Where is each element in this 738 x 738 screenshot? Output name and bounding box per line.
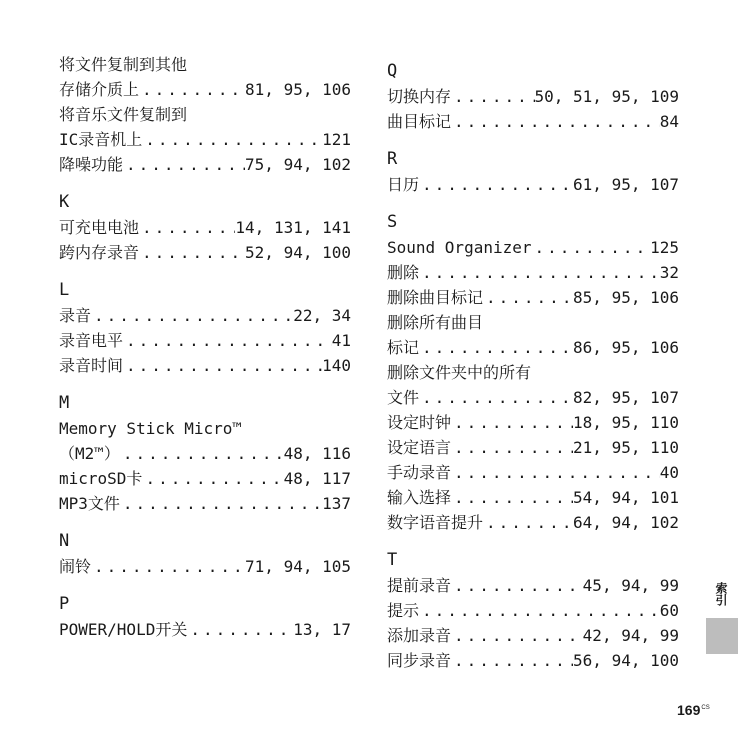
page-references: 48, 117: [283, 469, 351, 488]
index-entry-line: [387, 410, 679, 435]
page-references: 121: [322, 130, 351, 149]
index-entry: [59, 617, 351, 642]
index-entry-line: [387, 435, 679, 460]
index-term: 标记: [387, 338, 420, 357]
leader-dots: [451, 485, 573, 510]
index-entry-line: [59, 491, 351, 516]
index-section: [59, 530, 351, 579]
index-term: Sound Organizer: [387, 238, 532, 257]
index-entry-line: [387, 485, 679, 510]
index-term: 文件: [387, 388, 420, 407]
section-letter: Q: [387, 61, 398, 81]
index-term: POWER/HOLD开关: [59, 620, 188, 639]
index-entry-line: [387, 84, 679, 109]
page-number-suffix: CS: [701, 705, 710, 711]
leader-dots: [451, 573, 583, 598]
index-entry-line: [59, 328, 351, 353]
index-section: [387, 60, 679, 134]
page-references: 50, 51, 95, 109: [534, 87, 679, 106]
index-section: [59, 52, 351, 177]
index-section: [387, 211, 679, 535]
index-term: 可充电电池: [59, 218, 140, 237]
page-number: [677, 702, 710, 718]
index-entry: [387, 84, 679, 109]
index-term: 录音: [59, 306, 92, 325]
index-entry: [59, 215, 351, 240]
leader-dots: [419, 335, 573, 360]
index-section: [59, 593, 351, 642]
index-entry-line: [59, 152, 351, 177]
index-entry: [59, 353, 351, 378]
index-entry-line: [387, 623, 679, 648]
page-references: 71, 94, 105: [245, 557, 351, 576]
index-entry: [387, 285, 679, 310]
leader-dots: [91, 303, 293, 328]
leader-dots: [451, 410, 573, 435]
index-entry: [387, 260, 679, 285]
index-term: 存储介质上: [59, 80, 140, 99]
page-references: 81, 95, 106: [245, 80, 351, 99]
index-entry: [59, 554, 351, 579]
page-references: 84: [659, 112, 679, 131]
index-entry-line: [59, 441, 351, 466]
page-references: 60: [659, 601, 679, 620]
index-entry: [59, 102, 351, 152]
leader-dots: [451, 648, 573, 673]
page-references: 14, 131, 141: [235, 218, 351, 237]
leader-dots: [123, 353, 322, 378]
page-references: 125: [650, 238, 679, 257]
index-term: 删除所有曲目: [387, 313, 484, 332]
leader-dots: [91, 554, 245, 579]
section-letter: N: [59, 531, 70, 551]
leader-dots: [123, 152, 245, 177]
index-term: 设定时钟: [387, 413, 452, 432]
index-term: 删除曲目标记: [387, 288, 484, 307]
index-term: 提前录音: [387, 576, 452, 595]
index-entry: [387, 435, 679, 460]
index-term: 删除文件夹中的所有: [387, 363, 532, 382]
leader-dots: [419, 172, 573, 197]
page-references: 140: [322, 356, 351, 375]
page-references: 45, 94, 99: [582, 576, 679, 595]
leader-dots: [419, 385, 573, 410]
page-references: 64, 94, 102: [573, 513, 679, 532]
index-entry: [59, 303, 351, 328]
index-entry-line: [387, 285, 679, 310]
index-term: 降噪功能: [59, 155, 124, 174]
leader-dots: [451, 109, 660, 134]
leader-dots: [451, 84, 534, 109]
index-entry: [387, 109, 679, 134]
index-entry: [387, 510, 679, 535]
index-term: （M2™）: [59, 444, 120, 463]
page-references: 56, 94, 100: [573, 651, 679, 670]
index-entry-line: [59, 466, 351, 491]
index-term: MP3文件: [59, 494, 120, 513]
leader-dots: [483, 510, 573, 535]
index-term: 数字语音提升: [387, 513, 484, 532]
section-letter: K: [59, 192, 70, 212]
page-number-value: 169: [677, 702, 701, 718]
index-term: 跨内存录音: [59, 243, 140, 262]
page-references: 82, 95, 107: [573, 388, 679, 407]
page-references: 42, 94, 99: [582, 626, 679, 645]
index-entry-line: [387, 310, 679, 335]
index-term: 删除: [387, 263, 420, 282]
index-entry: [59, 240, 351, 265]
page-references: 41: [331, 331, 351, 350]
index-entry-line: [59, 617, 351, 642]
index-entry: [387, 648, 679, 673]
index-entry: [59, 466, 351, 491]
leader-dots: [187, 617, 293, 642]
index-entry-line: [387, 598, 679, 623]
page-references: 52, 94, 100: [245, 243, 351, 262]
index-entry-line: [387, 510, 679, 535]
index-entry: [387, 460, 679, 485]
index-entry-line: [387, 648, 679, 673]
index-term: 录音电平: [59, 331, 124, 350]
index-term: IC录音机上: [59, 130, 143, 149]
index-term: 日历: [387, 175, 420, 194]
section-letter: S: [387, 212, 398, 232]
page-references: 54, 94, 101: [573, 488, 679, 507]
index-term: 提示: [387, 601, 420, 620]
leader-dots: [120, 491, 322, 516]
leader-dots: [419, 598, 660, 623]
index-entry: [387, 598, 679, 623]
index-entry: [59, 491, 351, 516]
index-section: [387, 549, 679, 673]
leader-dots: [120, 441, 284, 466]
leader-dots: [139, 240, 245, 265]
index-entry-line: [387, 335, 679, 360]
side-tab-marker: [706, 618, 738, 654]
page-references: 48, 116: [283, 444, 351, 463]
page-references: 22, 34: [293, 306, 351, 325]
leader-dots: [142, 466, 283, 491]
index-entry-line: [59, 52, 351, 77]
index-entry-line: [59, 303, 351, 328]
index-entry-line: [59, 77, 351, 102]
page-references: 86, 95, 106: [573, 338, 679, 357]
leader-dots: [451, 435, 573, 460]
index-entry: [387, 485, 679, 510]
index-entry: [387, 235, 679, 260]
index-section: [59, 279, 351, 378]
index-term: 曲目标记: [387, 112, 452, 131]
leader-dots: [451, 460, 660, 485]
index-term: 将文件复制到其他: [59, 55, 188, 74]
page-references: 32: [659, 263, 679, 282]
index-entry: [59, 52, 351, 102]
index-term: 手动录音: [387, 463, 452, 482]
page-references: 137: [322, 494, 351, 513]
index-term: 录音时间: [59, 356, 124, 375]
index-section: [59, 392, 351, 516]
leader-dots: [123, 328, 332, 353]
index-term: 闹铃: [59, 557, 92, 576]
index-entry: [387, 310, 679, 360]
index-column-right: [387, 52, 679, 687]
index-entry-line: [59, 416, 351, 441]
index-term: Memory Stick Micro™: [59, 419, 243, 438]
index-entry: [387, 623, 679, 648]
index-term: 设定语言: [387, 438, 452, 457]
leader-dots: [139, 215, 235, 240]
index-entry-line: [387, 360, 679, 385]
section-letter: R: [387, 149, 398, 169]
index-entry-line: [59, 127, 351, 152]
index-entry-line: [387, 385, 679, 410]
index-section: [59, 191, 351, 265]
section-letter: P: [59, 594, 70, 614]
side-tab-label: 索引: [714, 582, 728, 606]
index-section: [387, 148, 679, 197]
index-entry: [387, 410, 679, 435]
section-letter: M: [59, 393, 70, 413]
section-letter: T: [387, 550, 398, 570]
index-entry-line: [387, 172, 679, 197]
page-references: 85, 95, 106: [573, 288, 679, 307]
index-entry-line: [387, 573, 679, 598]
leader-dots: [451, 623, 583, 648]
index-entry-line: [387, 235, 679, 260]
page-references: 75, 94, 102: [245, 155, 351, 174]
index-entry: [387, 172, 679, 197]
index-term: 将音乐文件复制到: [59, 105, 188, 124]
index-column-left: [59, 52, 351, 656]
page-references: 18, 95, 110: [573, 413, 679, 432]
page-references: 61, 95, 107: [573, 175, 679, 194]
index-entry-line: [59, 554, 351, 579]
index-term: 同步录音: [387, 651, 452, 670]
index-entry-line: [387, 460, 679, 485]
index-entry-line: [387, 109, 679, 134]
leader-dots: [483, 285, 573, 310]
index-entry-line: [59, 353, 351, 378]
index-entry: [387, 573, 679, 598]
index-entry: [387, 360, 679, 410]
leader-dots: [419, 260, 660, 285]
index-term: microSD卡: [59, 469, 143, 488]
leader-dots: [142, 127, 322, 152]
index-entry: [59, 328, 351, 353]
leader-dots: [532, 235, 651, 260]
index-entry: [59, 152, 351, 177]
page-references: 13, 17: [293, 620, 351, 639]
page-references: 40: [659, 463, 679, 482]
leader-dots: [139, 77, 245, 102]
index-entry-line: [59, 102, 351, 127]
index-entry-line: [59, 240, 351, 265]
index-term: 输入选择: [387, 488, 452, 507]
section-letter: L: [59, 280, 70, 300]
page-references: 21, 95, 110: [573, 438, 679, 457]
index-term: 切换内存: [387, 87, 452, 106]
index-entry: [59, 416, 351, 466]
index-term: 添加录音: [387, 626, 452, 645]
index-entry-line: [59, 215, 351, 240]
index-entry-line: [387, 260, 679, 285]
